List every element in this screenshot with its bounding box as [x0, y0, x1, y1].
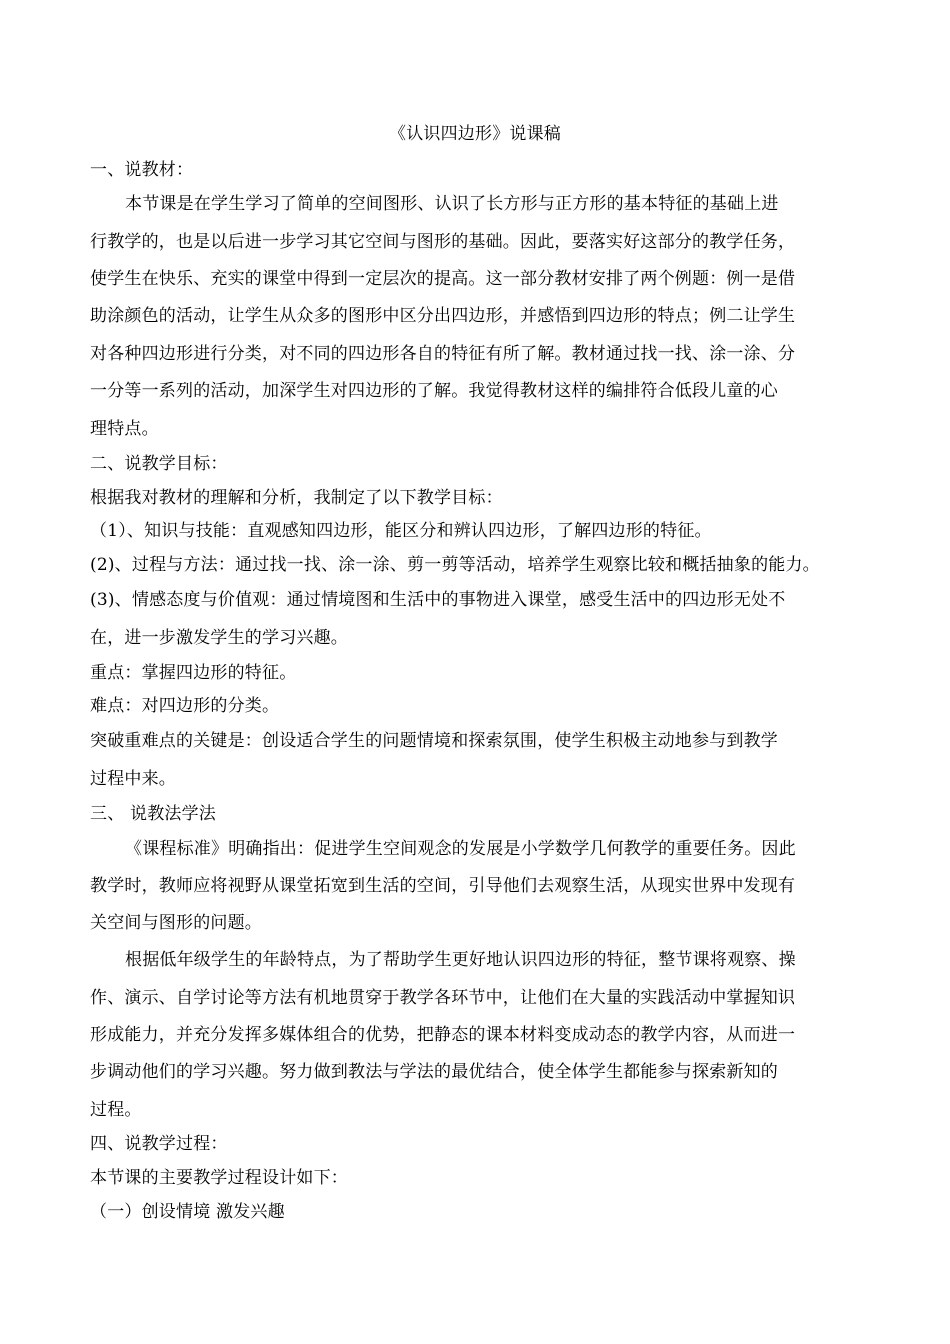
paragraph-line: 根据我对教材的理解和分析，我制定了以下教学目标：	[90, 488, 503, 508]
paragraph-line: 过程中来。	[90, 769, 176, 789]
goal-item: (2)、过程与方法：通过找一找、涂一涂、剪一剪等活动，培养学生观察比较和概括抽象的能力。	[90, 555, 820, 575]
paragraph-line: 《课程标准》明确指出：促进学生空间观念的发展是小学数学几何教学的重要任务。因此	[125, 839, 796, 859]
goal-item: （1）、知识与技能：直观感知四边形，能区分和辨认四边形，了解四边形的特征。	[90, 521, 712, 541]
paragraph-line: 步调动他们的学习兴趣。努力做到教法与学法的最优结合，使全体学生都能参与探索新知的	[90, 1062, 778, 1082]
paragraph-line: 行教学的，也是以后进一步学习其它空间与图形的基础。因此，要落实好这部分的教学任务，	[90, 232, 796, 252]
page-title: 《认识四边形》说课稿	[389, 124, 561, 144]
paragraph-line: 本节课的主要教学过程设计如下：	[90, 1168, 348, 1188]
paragraph-line: 教学时，教师应将视野从课堂拓宽到生活的空间，引导他们去观察生活，从现实世界中发现有	[90, 876, 796, 896]
section-heading-1: 一、说教材：	[90, 160, 194, 180]
paragraph-line: 关空间与图形的问题。	[90, 913, 262, 933]
paragraph-line: 根据低年级学生的年龄特点，为了帮助学生更好地认识四边形的特征，整节课将观察、操	[125, 950, 796, 970]
section-heading-3: 三、 说教法学法	[90, 804, 217, 824]
section-heading-4: 四、说教学过程：	[90, 1134, 228, 1154]
paragraph-line: 助涂颜色的活动，让学生从众多的图形中区分出四边形，并感悟到四边形的特点；例二让学生	[90, 306, 796, 326]
paragraph-line: 使学生在快乐、充实的课堂中得到一定层次的提高。这一部分教材安排了两个例题：例一是借	[90, 269, 796, 289]
section-heading-2: 二、说教学目标：	[90, 454, 228, 474]
difficult-point: 难点：对四边形的分类。	[90, 696, 280, 716]
paragraph-line: 理特点。	[90, 419, 159, 439]
paragraph-line: 在，进一步激发学生的学习兴趣。	[90, 628, 348, 648]
paragraph-line: 对各种四边形进行分类，对不同的四边形各自的特征有所了解。教材通过找一找、涂一涂、分	[90, 344, 796, 364]
goal-item: (3)、情感态度与价值观：通过情境图和生活中的事物进入课堂，感受生活中的四边形无处不	[90, 590, 786, 610]
paragraph-line: 过程。	[90, 1100, 142, 1120]
subsection-heading: （一）创设情境 激发兴趣	[90, 1202, 285, 1222]
paragraph-line: 本节课是在学生学习了简单的空间图形、认识了长方形与正方形的基本特征的基础上进	[125, 194, 779, 214]
paragraph-line: 作、演示、自学讨论等方法有机地贯穿于教学各环节中，让他们在大量的实践活动中掌握知识	[90, 988, 796, 1008]
key-point: 重点：掌握四边形的特征。	[90, 663, 297, 683]
paragraph-line: 形成能力，并充分发挥多媒体组合的优势，把静态的课本材料变成动态的教学内容，从而进一	[90, 1025, 796, 1045]
paragraph-line: 突破重难点的关键是：创设适合学生的问题情境和探索氛围，使学生积极主动地参与到教学	[90, 731, 778, 751]
paragraph-line: 一分等一系列的活动，加深学生对四边形的了解。我觉得教材这样的编排符合低段儿童的心	[90, 381, 778, 401]
